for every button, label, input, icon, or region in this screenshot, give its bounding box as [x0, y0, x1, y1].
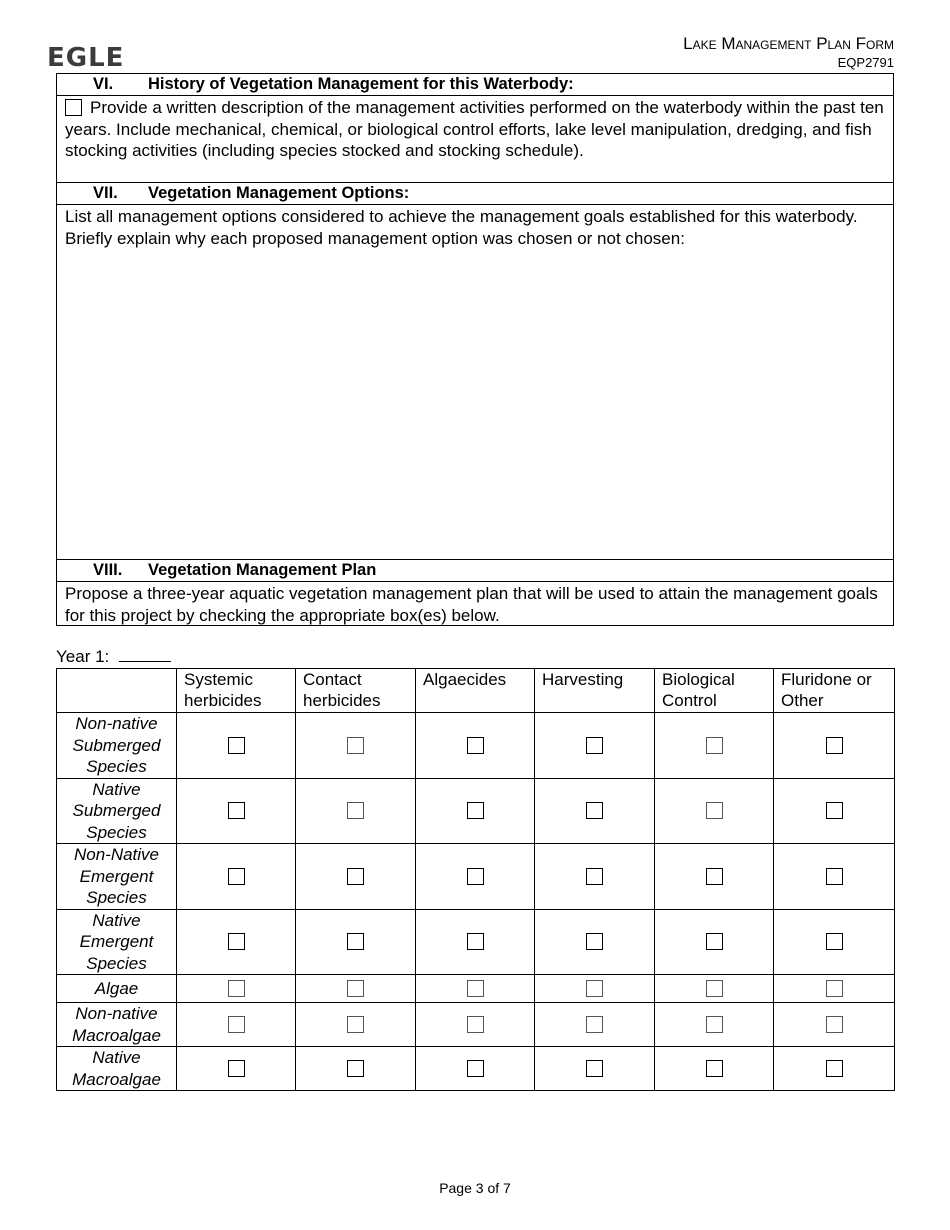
- plan-checkbox[interactable]: [586, 1016, 603, 1033]
- plan-checkbox[interactable]: [586, 1060, 603, 1077]
- plan-checkbox[interactable]: [706, 933, 723, 950]
- form-code: EQP2791: [837, 55, 894, 70]
- plan-checkbox[interactable]: [467, 868, 484, 885]
- section-7-text: List all management options considered to achieve the management goals established for this waterbody. Briefly explain why each proposed management option was chosen or not chosen:: [65, 207, 858, 248]
- section-8-text: Propose a three-year aquatic vegetation management plan that will be used to attain the management goals for this project by checking the appropriate box(es) below.: [65, 584, 878, 625]
- plan-checkbox[interactable]: [228, 980, 245, 997]
- plan-checkbox[interactable]: [706, 980, 723, 997]
- row-label: Algae: [57, 975, 177, 1003]
- row-label: Native Emergent Species: [57, 909, 177, 975]
- column-header: Systemic herbicides: [177, 669, 296, 713]
- plan-checkbox[interactable]: [826, 737, 843, 754]
- table-row: [57, 1047, 895, 1091]
- section-7-response-area[interactable]: [57, 249, 893, 559]
- page-number: Page 3 of 7: [439, 1180, 511, 1196]
- header-blank: [57, 669, 177, 713]
- plan-checkbox[interactable]: [586, 980, 603, 997]
- year-field: [56, 647, 171, 667]
- plan-checkbox[interactable]: [826, 802, 843, 819]
- table-row: [57, 778, 895, 844]
- table-row: [57, 975, 895, 1003]
- row-label: Non-Native Emergent Species: [57, 844, 177, 910]
- plan-checkbox[interactable]: [706, 1060, 723, 1077]
- plan-checkbox[interactable]: [826, 933, 843, 950]
- table-row: [57, 1003, 895, 1047]
- section-6-checkbox[interactable]: [65, 99, 82, 116]
- table-row: [57, 713, 895, 779]
- plan-checkbox[interactable]: [347, 802, 364, 819]
- table-header-row: [57, 669, 895, 713]
- plan-checkbox[interactable]: [706, 868, 723, 885]
- row-label: Non-native Macroalgae: [57, 1003, 177, 1047]
- plan-checkbox[interactable]: [228, 1060, 245, 1077]
- plan-checkbox[interactable]: [347, 868, 364, 885]
- year-label: Year 1:: [56, 647, 110, 666]
- plan-checkbox[interactable]: [826, 1016, 843, 1033]
- plan-checkbox[interactable]: [228, 933, 245, 950]
- row-label: Non-native Submerged Species: [57, 713, 177, 779]
- plan-checkbox[interactable]: [706, 737, 723, 754]
- plan-checkbox[interactable]: [586, 802, 603, 819]
- column-header: Biological Control: [655, 669, 774, 713]
- row-label: Native Submerged Species: [57, 778, 177, 844]
- section-8: [56, 559, 894, 626]
- plan-checkbox[interactable]: [467, 1060, 484, 1077]
- plan-checkbox[interactable]: [347, 1016, 364, 1033]
- plan-checkbox[interactable]: [228, 1016, 245, 1033]
- year-input[interactable]: [119, 647, 171, 662]
- table-row: [57, 909, 895, 975]
- form-title: Lake Management Plan Form: [683, 34, 894, 53]
- management-plan-table: [56, 668, 895, 1091]
- section-6-text: Provide a written description of the management activities performed on the waterbody within the past ten years. Include mechanical, chemical, or biological control efforts, lake level manipulation, dredging, and fish stocking activities (including species stocked and stocking schedule).: [65, 98, 884, 160]
- column-header: Algaecides: [416, 669, 535, 713]
- plan-checkbox[interactable]: [706, 1016, 723, 1033]
- plan-checkbox[interactable]: [586, 737, 603, 754]
- table-row: [57, 844, 895, 910]
- section-6: [56, 73, 894, 183]
- plan-checkbox[interactable]: [347, 737, 364, 754]
- plan-checkbox[interactable]: [467, 933, 484, 950]
- plan-checkbox[interactable]: [826, 980, 843, 997]
- plan-checkbox[interactable]: [347, 1060, 364, 1077]
- plan-checkbox[interactable]: [228, 868, 245, 885]
- plan-checkbox[interactable]: [228, 737, 245, 754]
- plan-checkbox[interactable]: [467, 737, 484, 754]
- section-6-heading: VI. History of Vegetation Management for this Waterbody:: [57, 74, 893, 96]
- egle-logo: EGLE: [47, 43, 125, 73]
- plan-checkbox[interactable]: [706, 802, 723, 819]
- plan-checkbox[interactable]: [586, 868, 603, 885]
- plan-checkbox[interactable]: [467, 802, 484, 819]
- plan-checkbox[interactable]: [347, 933, 364, 950]
- plan-checkbox[interactable]: [228, 802, 245, 819]
- section-7: [56, 182, 894, 560]
- plan-checkbox[interactable]: [467, 980, 484, 997]
- column-header: Fluridone or Other: [774, 669, 895, 713]
- column-header: Contact herbicides: [296, 669, 416, 713]
- column-header: Harvesting: [535, 669, 655, 713]
- plan-checkbox[interactable]: [467, 1016, 484, 1033]
- plan-checkbox[interactable]: [826, 868, 843, 885]
- plan-checkbox[interactable]: [586, 933, 603, 950]
- plan-checkbox[interactable]: [347, 980, 364, 997]
- row-label: Native Macroalgae: [57, 1047, 177, 1091]
- plan-checkbox[interactable]: [826, 1060, 843, 1077]
- section-8-heading: VIII. Vegetation Management Plan: [57, 560, 893, 582]
- section-7-heading: VII. Vegetation Management Options:: [57, 183, 893, 205]
